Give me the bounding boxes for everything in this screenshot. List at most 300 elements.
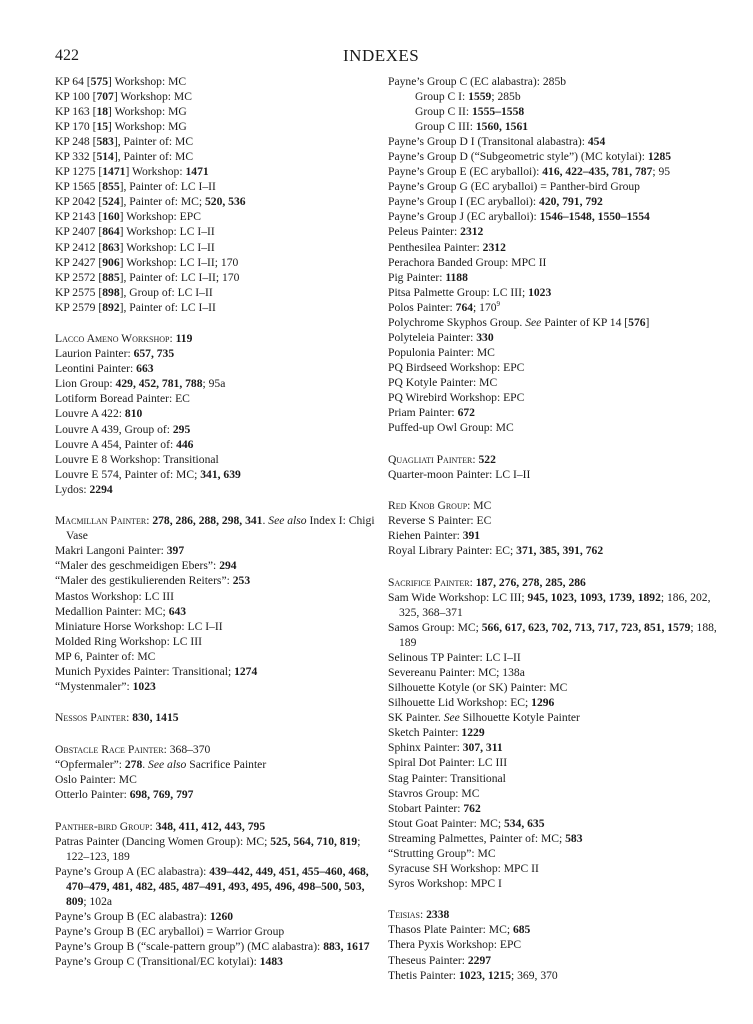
entry-text: Stobart Painter: (388, 801, 464, 815)
entry-page-refs: 1560, 1561 (475, 120, 529, 134)
entry-text: Stavros Group: MC (388, 786, 480, 800)
index-entry (55, 664, 377, 679)
index-entry (55, 255, 377, 270)
entry-text: Polos Painter: (388, 300, 456, 314)
entry-page-refs: 294 (219, 559, 237, 573)
entry-text: Theseus Painter: (388, 953, 468, 967)
index-entry (388, 907, 718, 922)
entry-text: Group C I: (415, 90, 469, 104)
entry-text: KP 2575 [ (55, 285, 103, 299)
entry-text: Payne’s Group G (EC aryballoi) = Panther-bird Group (388, 180, 640, 194)
entry-page-refs: 672 (457, 406, 475, 420)
entry-text: : MC (467, 499, 492, 513)
entry-text-continued: Index I: Chigi Vase (66, 514, 375, 543)
entry-text-continued: . (142, 757, 149, 771)
entry-text-continued: ; 186, 202, 325, 368–371 (399, 590, 711, 619)
entry-page-refs: 420, 791, 792 (539, 195, 603, 209)
entry-page-refs: 514 (96, 150, 114, 164)
entry-text: Louvre A 439, Group of: (55, 422, 173, 436)
index-entry (388, 74, 718, 89)
entry-page-refs: 764 (455, 300, 474, 314)
entry-text: Leontini Painter: (55, 362, 137, 376)
entry-text-continued: ; 285b (491, 90, 521, 104)
entry-text-continued: ; 122–123, 189 (66, 834, 361, 863)
entry-page-refs: 1229 (461, 726, 485, 740)
index-entry (55, 240, 377, 255)
entry-cross-reference: See (443, 711, 460, 725)
entry-page-refs: 864 (102, 225, 120, 239)
entry-page-refs: 446 (176, 437, 194, 451)
entry-text: “Maler des gestikulierenden Reiters”: (55, 574, 233, 588)
index-entry (388, 209, 718, 224)
index-entry (388, 771, 718, 786)
index-entry (388, 149, 718, 164)
entry-text-continued: ], Painter of: LC I–II; 170 (119, 270, 240, 284)
entry-text: KP 2412 [ (55, 240, 103, 254)
entry-page-refs: 707 (96, 90, 114, 104)
entry-text: Thasos Plate Painter: MC; (388, 923, 513, 937)
entry-text: Makri Langoni Painter: (55, 544, 167, 558)
entry-page-refs: 348, 411, 412, 443, 795 (155, 819, 266, 833)
index-entry (55, 604, 377, 619)
entry-text: : (149, 819, 156, 833)
index-entry (388, 134, 718, 149)
entry-text: KP 64 [ (55, 75, 91, 88)
entry-text-continued: ; 95 (652, 165, 671, 179)
entry-page-refs: 898 (102, 285, 120, 299)
index-entry (388, 345, 718, 360)
entry-page-refs: 1555–1558 (472, 105, 525, 119)
entry-text: KP 1565 [ (55, 180, 103, 194)
entry-heading-smallcaps: Sacrifice Painter (388, 575, 470, 589)
entry-text: Oslo Painter: MC (55, 772, 137, 786)
index-entry (55, 179, 377, 194)
index-entry (55, 331, 377, 346)
index-entry (55, 742, 377, 757)
entry-text-continued: ] Workshop: MG (108, 105, 187, 119)
entry-page-refs: 1023 (528, 285, 552, 299)
entry-text: : (419, 908, 427, 922)
entry-text: Syros Workshop: MPC I (388, 876, 502, 890)
index-entry (388, 224, 718, 239)
entry-text-continued: ; 369, 370 (511, 968, 558, 982)
entry-text: Selinous TP Painter: LC I–II (388, 651, 521, 665)
entry-page-refs: 160 (102, 210, 120, 224)
entry-text: Payne’s Group I (EC aryballoi): (388, 195, 540, 209)
index-entry (55, 924, 377, 939)
entry-text: Samos Group: MC; (388, 621, 482, 635)
entry-text: “Mystenmaler”: (55, 679, 133, 693)
entry-text: Louvre A 422: (55, 407, 125, 421)
entry-page-refs: 906 (102, 255, 120, 269)
entry-text-continued: ], Painter of: LC I–II (119, 300, 216, 314)
index-entry (55, 543, 377, 558)
entry-text: Lydos: (55, 482, 90, 496)
entry-gap (55, 497, 377, 514)
entry-text: PQ Wirebird Workshop: EPC (388, 390, 525, 404)
index-column-right (388, 74, 718, 983)
index-entry (388, 831, 718, 846)
entry-page-refs: 278, 286, 288, 298, 341 (152, 514, 263, 528)
entry-text: Reverse S Painter: EC (388, 514, 492, 528)
index-entry (55, 300, 377, 315)
entry-text: Payne’s Group B (EC alabastra): (55, 909, 210, 923)
entry-page-refs: 520, 536 (204, 195, 246, 209)
entry-text: PQ Birdseed Workshop: EPC (388, 360, 525, 374)
index-column-left (55, 74, 377, 969)
index-entry (55, 954, 377, 969)
index-entry (388, 755, 718, 770)
entry-page-refs: 1188 (445, 270, 468, 284)
index-entry (55, 757, 377, 772)
entry-page-refs: 2338 (426, 908, 450, 922)
entry-text: Quarter-moon Painter: LC I–II (388, 467, 531, 481)
index-entry (388, 467, 718, 482)
entry-page-refs: 892 (102, 300, 120, 314)
entry-text: Otterlo Painter: (55, 788, 130, 802)
entry-page-refs: 525, 564, 710, 819 (270, 834, 358, 848)
index-entry (388, 300, 718, 315)
index-entry (388, 543, 718, 558)
index-entry (55, 406, 377, 421)
entry-heading-smallcaps: Panther-bird Group (55, 819, 150, 833)
entry-text: KP 2407 [ (55, 225, 103, 239)
index-entry (55, 939, 377, 954)
entry-text-continued: ], Painter of: MC (113, 135, 194, 149)
entry-text: Perachora Banded Group: MPC II (388, 255, 547, 269)
index-entry (388, 861, 718, 876)
entry-text: KP 2572 [ (55, 270, 103, 284)
entry-text-continued: ] (645, 315, 650, 329)
index-entry (388, 285, 718, 300)
index-entry (55, 619, 377, 634)
entry-text: KP 248 [ (55, 135, 97, 149)
entry-page-refs: 391 (462, 529, 481, 543)
index-entry (55, 513, 377, 543)
entry-text: Silhouette Kotyle (or SK) Painter: MC (388, 681, 568, 695)
index-entry (55, 104, 377, 119)
index-entry (55, 452, 377, 467)
entry-page-refs: 307, 311 (462, 741, 503, 755)
entry-page-refs: 454 (587, 135, 606, 149)
index-entry (55, 634, 377, 649)
running-head: INDEXES (343, 46, 420, 65)
entry-text: Payne’s Group C (EC alabastra): 285b (388, 75, 567, 88)
index-entry (55, 89, 377, 104)
entry-page-refs: 576 (628, 315, 646, 329)
entry-text: Streaming Palmettes, Painter of: MC; (388, 831, 566, 845)
entry-text-continued: ] Workshop: LC I–II (119, 240, 215, 254)
index-entry (55, 194, 377, 209)
entry-page-refs: 1274 (234, 664, 258, 678)
entry-text-continued: ], Painter of: MC; (119, 195, 205, 209)
index-entry (388, 786, 718, 801)
entry-text: Louvre E 574, Painter of: MC; (55, 467, 201, 481)
entry-text: Group C II: (415, 105, 472, 119)
entry-text-continued: ] Workshop: EPC (119, 210, 201, 224)
entry-text: “Maler des geschmeidigen Ebers”: (55, 559, 220, 573)
entry-text: Payne’s Group A (EC alabastra): (55, 864, 210, 878)
index-entry (388, 680, 718, 695)
index-entry (55, 834, 377, 864)
entry-text: Patras Painter (Dancing Women Group): MC; (55, 834, 271, 848)
entry-text: SK Painter. (388, 711, 444, 725)
page-number: 422 (55, 47, 79, 64)
entry-text-continued: Painter of KP 14 [ (541, 315, 629, 329)
entry-text: PQ Kotyle Painter: MC (388, 375, 498, 389)
entry-text: Lion Group: (55, 377, 116, 391)
entry-text-continued: . (262, 514, 269, 528)
entry-text: : (472, 452, 479, 466)
entry-text: Molded Ring Workshop: LC III (55, 634, 202, 648)
entry-text: Sam Wide Workshop: LC III; (388, 590, 528, 604)
index-entry (55, 558, 377, 573)
entry-page-refs: 1285 (647, 150, 672, 164)
index-entry (55, 149, 377, 164)
entry-gap (388, 891, 718, 908)
entry-page-refs: 416, 422–435, 781, 787 (542, 165, 653, 179)
entry-page-refs: 698, 769, 797 (129, 788, 194, 802)
entry-page-refs: 1559 (468, 90, 492, 104)
entry-page-refs: 15 (96, 120, 109, 134)
index-entry (55, 346, 377, 361)
entry-page-refs: 575 (90, 75, 109, 88)
entry-page-refs: 885 (102, 270, 120, 284)
index-entry (55, 710, 377, 725)
entry-gap (388, 435, 718, 452)
index-entry (388, 452, 718, 467)
index-entry (388, 330, 718, 345)
entry-gap (55, 802, 377, 819)
index-entry (55, 209, 377, 224)
entry-page-refs: 1483 (259, 954, 283, 968)
entry-text: : (469, 575, 476, 589)
index-entry (55, 119, 377, 134)
index-entry (388, 801, 718, 816)
entry-text: Pitsa Palmette Group: LC III; (388, 285, 529, 299)
entry-gap (388, 558, 718, 575)
entry-page-refs: 685 (512, 923, 531, 937)
entry-text-continued: ; 95a (202, 377, 226, 391)
index-entry (388, 710, 718, 725)
index-entry (388, 270, 718, 285)
index-entry (388, 650, 718, 665)
index-entry (388, 194, 718, 209)
entry-text: Populonia Painter: MC (388, 345, 495, 359)
entry-gap (55, 315, 377, 332)
entry-cross-reference: See also (148, 757, 187, 771)
entry-text: Payne’s Group E (EC aryballoi): (388, 165, 543, 179)
entry-text: Medallion Painter: MC; (55, 604, 169, 618)
index-entry (388, 953, 718, 968)
entry-page-refs: 883, 1617 (323, 939, 370, 953)
index-entry (388, 665, 718, 680)
entry-text: KP 2427 [ (55, 255, 103, 269)
index-subentry (388, 104, 718, 119)
index-entry (388, 575, 718, 590)
entry-text-continued: ] Workshop: LC I–II (119, 225, 215, 239)
entry-text: Louvre E 8 Workshop: Transitional (55, 452, 219, 466)
index-entry (55, 573, 377, 588)
entry-page-refs: 643 (168, 604, 187, 618)
index-entry (388, 816, 718, 831)
index-entry (55, 224, 377, 239)
entry-text-continued: ; 102a (83, 894, 113, 908)
entry-page-refs: 583 (96, 135, 114, 149)
entry-page-refs: 863 (102, 240, 120, 254)
entry-text-continued: ], Group of: LC I–II (119, 285, 213, 299)
entry-heading-smallcaps: Quagliati Painter (388, 452, 473, 466)
index-entry (388, 390, 718, 405)
entry-text: Munich Pyxides Painter: Transitional; (55, 664, 235, 678)
entry-page-refs: 830, 1415 (132, 711, 179, 725)
entry-text: KP 100 [ (55, 90, 97, 104)
entry-page-refs: 1023 (132, 679, 156, 693)
index-entry (55, 270, 377, 285)
entry-heading-smallcaps: Red Knob Group (388, 499, 468, 513)
index-entry (388, 315, 718, 330)
entry-page-refs: 371, 385, 391, 762 (516, 544, 604, 558)
index-entry (55, 819, 377, 834)
index-entry (55, 391, 377, 406)
entry-heading-smallcaps: Macmillan Painter (55, 514, 147, 528)
entry-text: “Opfermaler”: (55, 757, 125, 771)
entry-page-refs: 945, 1023, 1093, 1739, 1892 (527, 590, 661, 604)
entry-text: KP 163 [ (55, 105, 97, 119)
entry-text: Payne’s Group B (“scale-pattern group”) (MC alabastra): (55, 939, 324, 953)
index-entry (55, 437, 377, 452)
entry-page-refs: 583 (565, 831, 583, 845)
entry-page-refs: 18 (96, 105, 109, 119)
index-entry (388, 590, 718, 620)
entry-text: Syracuse SH Workshop: MPC II (388, 861, 539, 875)
entry-page-refs: 657, 735 (133, 347, 175, 361)
entry-heading-smallcaps: Nessos Painter (55, 711, 127, 725)
entry-page-refs: 2312 (460, 225, 484, 239)
entry-text: Puffed-up Owl Group: MC (388, 421, 514, 435)
entry-text: Sketch Painter: (388, 726, 462, 740)
entry-text: KP 2143 [ (55, 210, 103, 224)
entry-text: Payne’s Group D I (Transitonal alabastra): (388, 135, 588, 149)
index-entry (55, 74, 377, 89)
entry-page-refs: 295 (172, 422, 191, 436)
entry-gap (55, 725, 377, 742)
entry-text: Laurion Painter: (55, 347, 134, 361)
entry-text: : (126, 711, 133, 725)
index-subentry (388, 89, 718, 104)
entry-text-continued: ] Workshop: MC (108, 75, 187, 88)
entry-text: Thetis Painter: (388, 968, 459, 982)
entry-text: : (146, 514, 153, 528)
entry-text: Louvre A 454, Painter of: (55, 437, 177, 451)
entry-text: KP 332 [ (55, 150, 97, 164)
entry-text: Silhouette Lid Workshop: EC; (388, 696, 532, 710)
index-entry (55, 679, 377, 694)
entry-text: KP 170 [ (55, 120, 97, 134)
entry-page-refs: 524 (102, 195, 120, 209)
entry-text: Pig Painter: (388, 270, 446, 284)
entry-cross-reference: See also (268, 514, 307, 528)
index-entry (55, 285, 377, 300)
entry-page-refs: 253 (232, 574, 251, 588)
entry-text-continued: ], Painter of: MC (113, 150, 194, 164)
entry-page-refs: 534, 635 (503, 816, 545, 830)
entry-page-refs: 522 (478, 452, 496, 466)
index-entry (55, 376, 377, 391)
index-entry (388, 240, 718, 255)
index-entry (388, 528, 718, 543)
entry-page-refs: 429, 452, 781, 788 (115, 377, 203, 391)
entry-gap (55, 694, 377, 711)
entry-footnote-mark: 9 (496, 299, 501, 308)
index-entry (55, 589, 377, 604)
index-entry (388, 968, 718, 983)
entry-page-refs: 810 (124, 407, 143, 421)
entry-page-refs: 1260 (209, 909, 234, 923)
entry-text-continued: ] Workshop: (125, 165, 186, 179)
index-entry (388, 405, 718, 420)
entry-heading-smallcaps: Obstacle Race Painter (55, 742, 164, 756)
entry-text: Peleus Painter: (388, 225, 461, 239)
entry-text-continued: ; 170 (473, 300, 497, 314)
entry-page-refs: 1471 (185, 165, 209, 179)
entry-text: Miniature Horse Workshop: LC I–II (55, 619, 223, 633)
entry-gap (388, 482, 718, 499)
index-entry (388, 375, 718, 390)
index-subentry (388, 119, 718, 134)
entry-text-continued: ] Workshop: LC I–II; 170 (119, 255, 239, 269)
index-entry (388, 179, 718, 194)
index-entry (55, 467, 377, 482)
index-entry (55, 649, 377, 664)
entry-text: “Strutting Group”: MC (388, 846, 496, 860)
entry-page-refs: 1546–1548, 1550–1554 (539, 210, 650, 224)
entry-text: : 368–370 (163, 742, 211, 756)
entry-page-refs: 566, 617, 623, 702, 713, 717, 723, 851, 1579 (481, 621, 691, 635)
entry-page-refs: 341, 639 (200, 467, 241, 481)
entry-text: Royal Library Painter: EC; (388, 544, 517, 558)
index-entry (388, 513, 718, 528)
index-entry (388, 620, 718, 650)
entry-text-continued: ], Painter of: LC I–II (119, 180, 216, 194)
entry-page-refs: 187, 276, 278, 285, 286 (475, 575, 586, 589)
entry-text: Polyteleia Painter: (388, 330, 477, 344)
index-entry (55, 134, 377, 149)
entry-text: Stout Goat Painter: MC; (388, 816, 504, 830)
entry-text: Sphinx Painter: (388, 741, 463, 755)
entry-heading-smallcaps: Teisias (388, 908, 420, 922)
entry-text-continued: Sacrifice Painter (186, 757, 267, 771)
entry-text: Riehen Painter: (388, 529, 463, 543)
index-entry (388, 498, 718, 513)
entry-text: Payne’s Group C (Transitional/EC kotylai): (55, 954, 260, 968)
entry-text: : (169, 332, 176, 346)
entry-page-refs: 2312 (482, 240, 506, 254)
index-entry (388, 695, 718, 710)
entry-page-refs: 2297 (467, 953, 492, 967)
entry-text: Spiral Dot Painter: LC III (388, 756, 508, 770)
index-entry (388, 360, 718, 375)
entry-heading-smallcaps: Lacco Ameno Workshop (55, 332, 170, 346)
entry-page-refs: 330 (476, 330, 494, 344)
entry-cross-reference: See (525, 315, 542, 329)
entry-page-refs: 278 (124, 757, 143, 771)
entry-text-continued: ] Workshop: MC (113, 90, 192, 104)
index-entry (388, 846, 718, 861)
entry-page-refs: 762 (463, 801, 481, 815)
entry-page-refs: 663 (136, 362, 154, 376)
entry-page-refs: 1471 (102, 165, 126, 179)
